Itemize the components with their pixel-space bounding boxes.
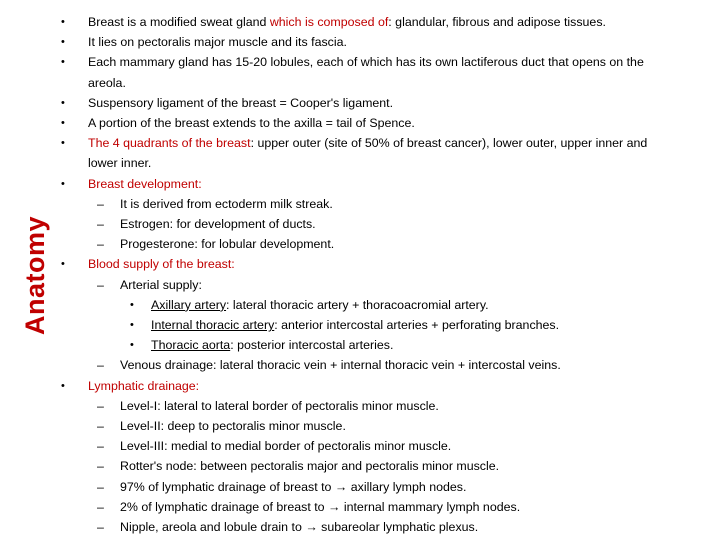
bullet-icon: • [61,258,65,271]
bullet-item [0,113,720,133]
dash-icon: – [97,237,104,252]
dash-icon: – [97,398,104,413]
bullet-item [0,174,720,194]
bullet-item [0,376,720,396]
sub-item-text: Nipple, areola and lobule drain to [120,520,306,535]
artery-name: Thoracic aorta [151,338,231,353]
bullet-text: areola. [88,75,126,90]
bullet-text: Each mammary gland has 15-20 lobules, each of which has its own lactiferous duct that opens on the [88,55,644,70]
sub-item [0,396,720,416]
sub-item-text: Arterial supply: [120,277,202,292]
bullet-icon: • [61,177,65,190]
bullet-text: Breast is a modified sweat gland [88,15,270,29]
bullet-text: : glandular, fibrous and adipose tissues. [388,15,606,29]
sub-item-text: Venous drainage: lateral thoracic vein + internal thoracic vein + intercostal veins. [120,358,561,373]
bullet-text-highlight: Lymphatic drainage: [88,378,200,393]
sub-item-text: 97% of lymphatic drainage of breast to [120,479,335,494]
artery-item [0,295,720,315]
sub-item [0,234,720,254]
bullet-text: A portion of the breast extends to the axilla = tail of Spence. [88,116,415,131]
sub-item-text: Level-II: deep to pectoralis minor muscle. [120,419,346,434]
dash-icon: – [97,479,104,494]
sub-item [0,436,720,456]
sub-item-text: It is derived from ectoderm milk streak. [120,196,333,211]
dash-icon: – [97,499,104,514]
sub-item [0,517,720,537]
bullet-item [0,52,720,72]
sub-item-text: subareolar lymphatic plexus. [317,520,479,535]
right-arrow-icon: → [334,479,348,494]
dash-icon: – [97,277,104,292]
dash-icon: – [97,520,104,535]
dash-icon: – [97,196,104,211]
dash-icon: – [97,358,104,373]
bullet-icon: • [130,298,134,311]
bullet-item [0,93,720,113]
sub-item-text: 2% of lymphatic drainage of breast to [120,499,329,514]
sub-item-text: axillary lymph nodes. [347,479,467,494]
artery-desc: : anterior intercostal arteries + perforating branches. [274,318,560,333]
sub-item [0,497,720,517]
dash-icon: – [97,419,104,434]
bullet-icon: • [61,16,65,28]
bullet-icon: • [61,117,65,130]
bullet-text-highlight: which is composed of [269,15,389,29]
sub-item-text: Level-I: lateral to lateral border of pectoralis minor muscle. [120,398,439,413]
bullet-text: : upper outer (site of 50% of breast cancer), lower outer, upper inner and [250,136,648,151]
bullet-text: It lies on pectoralis major muscle and its fascia. [88,35,347,50]
sub-item-text: internal mammary lymph nodes. [340,499,521,514]
bullet-text: lower inner. [88,156,152,171]
bullet-item [0,133,720,153]
bullet-text-highlight: Breast development: [88,176,202,191]
bullet-item [0,12,720,32]
sub-item-text: Estrogen: for development of ducts. [120,217,316,232]
side-title: Anatomy [20,215,50,335]
artery-name: Axillary artery [151,297,227,312]
bullet-icon: • [61,137,65,150]
bullet-text: Suspensory ligament of the breast = Cooper's ligament. [88,95,394,110]
dash-icon: – [97,459,104,474]
sub-item-text: Rotter's node: between pectoralis major and pectoralis minor muscle. [120,459,500,474]
artery-item [0,315,720,335]
bullet-icon: • [61,379,65,392]
bullet-text-highlight: Blood supply of the breast: [88,257,235,272]
sub-item [0,355,720,375]
bullet-continuation [0,153,720,173]
bullet-icon: • [130,319,134,332]
artery-desc: : posterior intercostal arteries. [230,338,394,353]
sub-item [0,416,720,436]
bullet-continuation [0,73,720,93]
bullet-icon: • [61,56,65,69]
bullet-icon: • [61,36,65,49]
sub-item [0,477,720,497]
bullet-item [0,32,720,52]
sub-item [0,456,720,476]
artery-desc: : lateral thoracic artery + thoracoacromial artery. [226,297,489,312]
sub-item [0,194,720,214]
bullet-icon: • [130,339,134,352]
sub-item-text: Level-III: medial to medial border of pectoralis minor muscle. [120,439,452,454]
sub-item-text: Progesterone: for lobular development. [120,237,335,252]
sub-item [0,275,720,295]
right-arrow-icon: → [305,520,318,535]
right-arrow-icon: → [328,499,341,514]
bullet-icon: • [61,96,65,109]
bullet-text-highlight: The 4 quadrants of the breast [88,136,251,151]
artery-name: Internal thoracic artery [151,318,275,333]
sub-item [0,214,720,234]
dash-icon: – [97,217,104,232]
dash-icon: – [97,439,104,454]
artery-item [0,335,720,355]
bullet-item [0,254,720,274]
